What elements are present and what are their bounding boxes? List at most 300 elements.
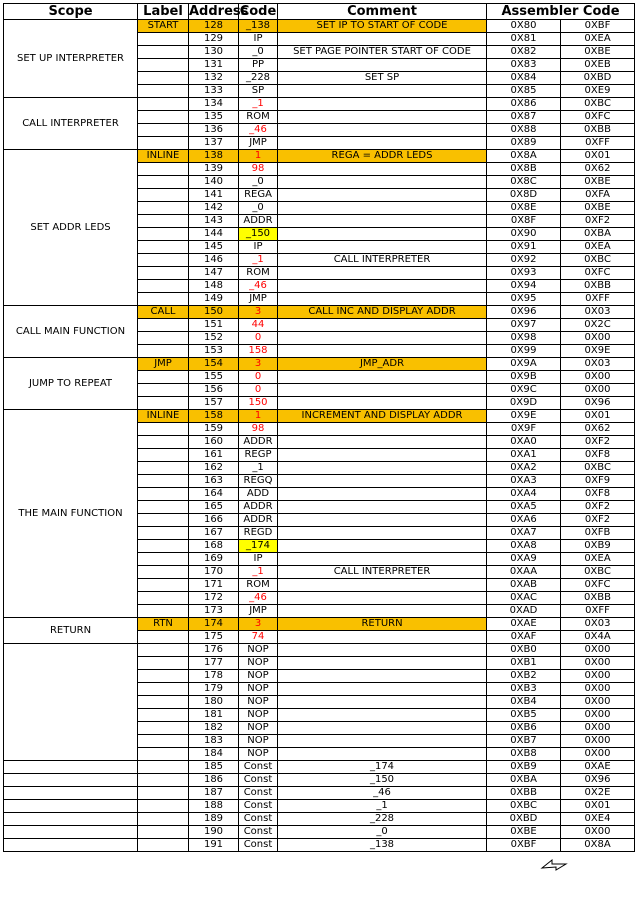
asm-value-cell: 0X03	[561, 358, 635, 371]
code-cell: IP	[239, 33, 278, 46]
table-row	[4, 618, 635, 631]
code-cell: JMP	[239, 293, 278, 306]
asm-address-cell: 0XA6	[487, 514, 561, 527]
scope-cell: RETURN	[4, 618, 138, 644]
code-cell: NOP	[239, 735, 278, 748]
code-cell: ADDR	[239, 501, 278, 514]
asm-value-cell: 0XFF	[561, 605, 635, 618]
code-cell: _1	[239, 566, 278, 579]
asm-address-cell: 0X8A	[487, 150, 561, 163]
asm-address-cell: 0XA3	[487, 475, 561, 488]
label-cell	[138, 605, 189, 618]
label-cell	[138, 163, 189, 176]
asm-value-cell: 0XE9	[561, 85, 635, 98]
table-row	[4, 826, 635, 839]
address-cell: 181	[189, 709, 239, 722]
address-cell: 156	[189, 384, 239, 397]
header-label: Label	[138, 4, 189, 20]
asm-address-cell: 0XAF	[487, 631, 561, 644]
code-cell: _150	[239, 228, 278, 241]
code-cell: IP	[239, 553, 278, 566]
asm-value-cell: 0X03	[561, 306, 635, 319]
label-cell	[138, 332, 189, 345]
asm-value-cell: 0XF2	[561, 436, 635, 449]
asm-value-cell: 0XBC	[561, 462, 635, 475]
asm-value-cell: 0XF8	[561, 488, 635, 501]
asm-value-cell: 0XAE	[561, 761, 635, 774]
asm-value-cell: 0X9E	[561, 345, 635, 358]
comment-cell	[278, 475, 487, 488]
label-cell	[138, 397, 189, 410]
address-cell: 140	[189, 176, 239, 189]
label-cell	[138, 540, 189, 553]
address-cell: 190	[189, 826, 239, 839]
asm-value-cell: 0XBA	[561, 228, 635, 241]
code-cell: _1	[239, 98, 278, 111]
comment-cell	[278, 644, 487, 657]
address-cell: 157	[189, 397, 239, 410]
address-cell: 132	[189, 72, 239, 85]
address-cell: 188	[189, 800, 239, 813]
label-cell	[138, 553, 189, 566]
address-cell: 154	[189, 358, 239, 371]
address-cell: 147	[189, 267, 239, 280]
label-cell	[138, 722, 189, 735]
asm-address-cell: 0X87	[487, 111, 561, 124]
asm-address-cell: 0XAD	[487, 605, 561, 618]
comment-cell	[278, 59, 487, 72]
address-cell: 151	[189, 319, 239, 332]
asm-address-cell: 0XB2	[487, 670, 561, 683]
comment-cell	[278, 280, 487, 293]
comment-cell	[278, 488, 487, 501]
asm-address-cell: 0XAE	[487, 618, 561, 631]
address-cell: 173	[189, 605, 239, 618]
label-cell	[138, 267, 189, 280]
code-cell: _228	[239, 72, 278, 85]
label-cell	[138, 748, 189, 761]
asm-value-cell: 0XFC	[561, 267, 635, 280]
asm-address-cell: 0X84	[487, 72, 561, 85]
asm-value-cell: 0X00	[561, 371, 635, 384]
asm-address-cell: 0X92	[487, 254, 561, 267]
label-cell	[138, 384, 189, 397]
comment-cell	[278, 540, 487, 553]
comment-cell	[278, 215, 487, 228]
asm-value-cell: 0XBE	[561, 202, 635, 215]
comment-cell: REGA = ADDR LEDS	[278, 150, 487, 163]
label-cell: RTN	[138, 618, 189, 631]
comment-cell: SET IP TO START OF CODE	[278, 20, 487, 33]
address-cell: 168	[189, 540, 239, 553]
scope-cell: CALL INTERPRETER	[4, 98, 138, 150]
address-cell: 171	[189, 579, 239, 592]
asm-value-cell: 0X2E	[561, 787, 635, 800]
code-cell: _46	[239, 592, 278, 605]
asm-address-cell: 0XBD	[487, 813, 561, 826]
table-body	[4, 20, 635, 852]
comment-cell: CALL INTERPRETER	[278, 566, 487, 579]
address-cell: 166	[189, 514, 239, 527]
asm-value-cell: 0X01	[561, 150, 635, 163]
header-address: Address	[189, 4, 249, 19]
label-cell: INLINE	[138, 410, 189, 423]
table-row	[4, 150, 635, 163]
address-cell: 176	[189, 644, 239, 657]
label-cell	[138, 46, 189, 59]
comment-cell	[278, 514, 487, 527]
asm-address-cell: 0X8D	[487, 189, 561, 202]
code-cell: NOP	[239, 748, 278, 761]
asm-address-cell: 0X9E	[487, 410, 561, 423]
code-cell: 98	[239, 423, 278, 436]
address-cell: 161	[189, 449, 239, 462]
comment-cell	[278, 605, 487, 618]
asm-address-cell: 0X83	[487, 59, 561, 72]
asm-address-cell: 0X98	[487, 332, 561, 345]
asm-value-cell: 0X8A	[561, 839, 635, 852]
asm-value-cell: 0X01	[561, 800, 635, 813]
address-cell: 136	[189, 124, 239, 137]
comment-cell	[278, 735, 487, 748]
code-cell: 3	[239, 618, 278, 631]
code-cell: REGA	[239, 189, 278, 202]
scope-cell	[4, 774, 138, 787]
asm-value-cell: 0XBE	[561, 176, 635, 189]
asm-value-cell: 0XFB	[561, 527, 635, 540]
scope-cell	[4, 644, 138, 761]
label-cell: INLINE	[138, 150, 189, 163]
label-cell	[138, 657, 189, 670]
asm-address-cell: 0X94	[487, 280, 561, 293]
label-cell	[138, 670, 189, 683]
code-cell: 158	[239, 345, 278, 358]
code-cell: IP	[239, 241, 278, 254]
asm-address-cell: 0XB0	[487, 644, 561, 657]
code-cell: Const	[239, 774, 278, 787]
comment-cell	[278, 111, 487, 124]
code-cell: NOP	[239, 657, 278, 670]
label-cell	[138, 293, 189, 306]
asm-address-cell: 0X80	[487, 20, 561, 33]
asm-address-cell: 0XBC	[487, 800, 561, 813]
asm-address-cell: 0X8E	[487, 202, 561, 215]
asm-value-cell: 0XB9	[561, 540, 635, 553]
asm-value-cell: 0XE4	[561, 813, 635, 826]
label-cell	[138, 592, 189, 605]
asm-address-cell: 0X96	[487, 306, 561, 319]
asm-address-cell: 0XB6	[487, 722, 561, 735]
asm-value-cell: 0X62	[561, 163, 635, 176]
comment-cell: SET PAGE POINTER START OF CODE	[278, 46, 487, 59]
comment-cell: _1	[278, 800, 487, 813]
code-cell: NOP	[239, 683, 278, 696]
asm-address-cell: 0X8F	[487, 215, 561, 228]
address-cell: 148	[189, 280, 239, 293]
asm-value-cell: 0X00	[561, 657, 635, 670]
asm-value-cell: 0XFC	[561, 579, 635, 592]
comment-cell: SET SP	[278, 72, 487, 85]
label-cell	[138, 254, 189, 267]
asm-value-cell: 0X00	[561, 709, 635, 722]
address-cell: 191	[189, 839, 239, 852]
label-cell	[138, 423, 189, 436]
address-cell: 149	[189, 293, 239, 306]
code-cell: REGP	[239, 449, 278, 462]
asm-address-cell: 0X97	[487, 319, 561, 332]
asm-value-cell: 0XEA	[561, 33, 635, 46]
address-cell: 162	[189, 462, 239, 475]
code-cell: Const	[239, 787, 278, 800]
asm-value-cell: 0X00	[561, 826, 635, 839]
code-cell: NOP	[239, 670, 278, 683]
asm-value-cell: 0X00	[561, 670, 635, 683]
asm-value-cell: 0XFF	[561, 293, 635, 306]
label-cell	[138, 189, 189, 202]
asm-value-cell: 0XBB	[561, 592, 635, 605]
comment-cell	[278, 241, 487, 254]
code-cell: ADD	[239, 488, 278, 501]
address-cell: 130	[189, 46, 239, 59]
asm-address-cell: 0X8C	[487, 176, 561, 189]
asm-value-cell: 0X00	[561, 644, 635, 657]
asm-value-cell: 0X4A	[561, 631, 635, 644]
asm-address-cell: 0X9D	[487, 397, 561, 410]
asm-address-cell: 0XB4	[487, 696, 561, 709]
label-cell	[138, 371, 189, 384]
address-cell: 150	[189, 306, 239, 319]
code-cell: _46	[239, 124, 278, 137]
code-cell: Const	[239, 839, 278, 852]
asm-address-cell: 0XBE	[487, 826, 561, 839]
comment-cell	[278, 683, 487, 696]
code-cell: ROM	[239, 267, 278, 280]
table-row	[4, 358, 635, 371]
comment-cell	[278, 592, 487, 605]
label-cell	[138, 59, 189, 72]
asm-value-cell: 0X62	[561, 423, 635, 436]
code-cell: JMP	[239, 605, 278, 618]
asm-value-cell: 0XBC	[561, 98, 635, 111]
label-cell	[138, 514, 189, 527]
label-cell	[138, 527, 189, 540]
comment-cell	[278, 449, 487, 462]
asm-value-cell: 0XBB	[561, 280, 635, 293]
comment-cell	[278, 553, 487, 566]
asm-value-cell: 0XEA	[561, 553, 635, 566]
table-row	[4, 761, 635, 774]
comment-cell	[278, 436, 487, 449]
asm-value-cell: 0X00	[561, 696, 635, 709]
table-row	[4, 787, 635, 800]
label-cell	[138, 813, 189, 826]
code-cell: ADDR	[239, 514, 278, 527]
label-cell	[138, 345, 189, 358]
asm-address-cell: 0XAC	[487, 592, 561, 605]
address-cell: 189	[189, 813, 239, 826]
comment-cell	[278, 709, 487, 722]
asm-address-cell: 0XA1	[487, 449, 561, 462]
comment-cell	[278, 163, 487, 176]
code-cell: Const	[239, 813, 278, 826]
code-cell: _1	[239, 254, 278, 267]
address-cell: 169	[189, 553, 239, 566]
comment-cell	[278, 462, 487, 475]
asm-value-cell: 0XFC	[561, 111, 635, 124]
code-cell: ROM	[239, 579, 278, 592]
asm-value-cell: 0X2C	[561, 319, 635, 332]
label-cell	[138, 787, 189, 800]
label-cell	[138, 319, 189, 332]
scope-cell	[4, 813, 138, 826]
code-cell: Const	[239, 800, 278, 813]
label-cell	[138, 202, 189, 215]
comment-cell	[278, 267, 487, 280]
scope-cell: SET UP INTERPRETER	[4, 20, 138, 98]
comment-cell	[278, 748, 487, 761]
table-row	[4, 306, 635, 319]
address-cell: 143	[189, 215, 239, 228]
comment-cell	[278, 189, 487, 202]
scope-cell: CALL MAIN FUNCTION	[4, 306, 138, 358]
asm-value-cell: 0X00	[561, 735, 635, 748]
code-cell: Const	[239, 761, 278, 774]
label-cell	[138, 683, 189, 696]
comment-cell	[278, 345, 487, 358]
comment-cell: _0	[278, 826, 487, 839]
asm-value-cell: 0XBF	[561, 20, 635, 33]
comment-cell	[278, 722, 487, 735]
address-cell: 178	[189, 670, 239, 683]
comment-cell	[278, 423, 487, 436]
label-cell: JMP	[138, 358, 189, 371]
comment-cell: _228	[278, 813, 487, 826]
label-cell	[138, 774, 189, 787]
code-cell: 0	[239, 332, 278, 345]
comment-cell	[278, 696, 487, 709]
header-row	[4, 4, 635, 20]
asm-address-cell: 0XB3	[487, 683, 561, 696]
address-cell: 139	[189, 163, 239, 176]
asm-address-cell: 0X9A	[487, 358, 561, 371]
code-cell: JMP	[239, 137, 278, 150]
label-cell	[138, 488, 189, 501]
comment-cell	[278, 319, 487, 332]
comment-cell	[278, 670, 487, 683]
label-cell	[138, 566, 189, 579]
comment-cell	[278, 501, 487, 514]
address-cell: 163	[189, 475, 239, 488]
assembler-table	[3, 3, 635, 852]
code-cell: _0	[239, 202, 278, 215]
address-cell: 128	[189, 20, 239, 33]
asm-address-cell: 0XB7	[487, 735, 561, 748]
label-cell	[138, 449, 189, 462]
mouse-cursor-icon	[540, 856, 568, 872]
label-cell	[138, 33, 189, 46]
comment-cell: INCREMENT AND DISPLAY ADDR	[278, 410, 487, 423]
asm-value-cell: 0X00	[561, 683, 635, 696]
label-cell	[138, 124, 189, 137]
comment-cell	[278, 527, 487, 540]
comment-cell	[278, 332, 487, 345]
table-row	[4, 20, 635, 33]
asm-address-cell: 0XBB	[487, 787, 561, 800]
code-cell: REGQ	[239, 475, 278, 488]
asm-value-cell: 0XBC	[561, 254, 635, 267]
code-cell: _0	[239, 46, 278, 59]
asm-value-cell: 0X96	[561, 397, 635, 410]
address-cell: 183	[189, 735, 239, 748]
asm-value-cell: 0X96	[561, 774, 635, 787]
address-cell: 145	[189, 241, 239, 254]
label-cell	[138, 761, 189, 774]
address-cell: 170	[189, 566, 239, 579]
comment-cell	[278, 371, 487, 384]
asm-address-cell: 0XB9	[487, 761, 561, 774]
scope-cell	[4, 826, 138, 839]
table-row	[4, 644, 635, 657]
address-cell: 158	[189, 410, 239, 423]
scope-cell: THE MAIN FUNCTION	[4, 410, 138, 618]
address-cell: 134	[189, 98, 239, 111]
table-row	[4, 813, 635, 826]
code-cell: NOP	[239, 709, 278, 722]
asm-address-cell: 0X86	[487, 98, 561, 111]
comment-cell	[278, 631, 487, 644]
label-cell	[138, 839, 189, 852]
address-cell: 160	[189, 436, 239, 449]
asm-address-cell: 0XA9	[487, 553, 561, 566]
asm-address-cell: 0XA2	[487, 462, 561, 475]
comment-cell	[278, 202, 487, 215]
address-cell: 142	[189, 202, 239, 215]
label-cell	[138, 826, 189, 839]
comment-cell	[278, 33, 487, 46]
label-cell	[138, 215, 189, 228]
comment-cell: RETURN	[278, 618, 487, 631]
asm-address-cell: 0X93	[487, 267, 561, 280]
address-cell: 182	[189, 722, 239, 735]
address-cell: 164	[189, 488, 239, 501]
comment-cell	[278, 228, 487, 241]
asm-value-cell: 0X01	[561, 410, 635, 423]
asm-value-cell: 0XF2	[561, 514, 635, 527]
asm-address-cell: 0X85	[487, 85, 561, 98]
code-cell: 1	[239, 410, 278, 423]
address-cell: 137	[189, 137, 239, 150]
asm-address-cell: 0X9C	[487, 384, 561, 397]
address-cell: 153	[189, 345, 239, 358]
asm-address-cell: 0X91	[487, 241, 561, 254]
address-cell: 152	[189, 332, 239, 345]
address-cell: 172	[189, 592, 239, 605]
scope-cell: SET ADDR LEDS	[4, 150, 138, 306]
asm-value-cell: 0XF8	[561, 449, 635, 462]
comment-cell	[278, 579, 487, 592]
code-cell: 44	[239, 319, 278, 332]
address-cell: 146	[189, 254, 239, 267]
code-cell: PP	[239, 59, 278, 72]
label-cell: CALL	[138, 306, 189, 319]
asm-value-cell: 0X03	[561, 618, 635, 631]
code-cell: NOP	[239, 696, 278, 709]
label-cell	[138, 85, 189, 98]
label-cell	[138, 111, 189, 124]
asm-address-cell: 0XA0	[487, 436, 561, 449]
label-cell	[138, 137, 189, 150]
comment-cell: _150	[278, 774, 487, 787]
